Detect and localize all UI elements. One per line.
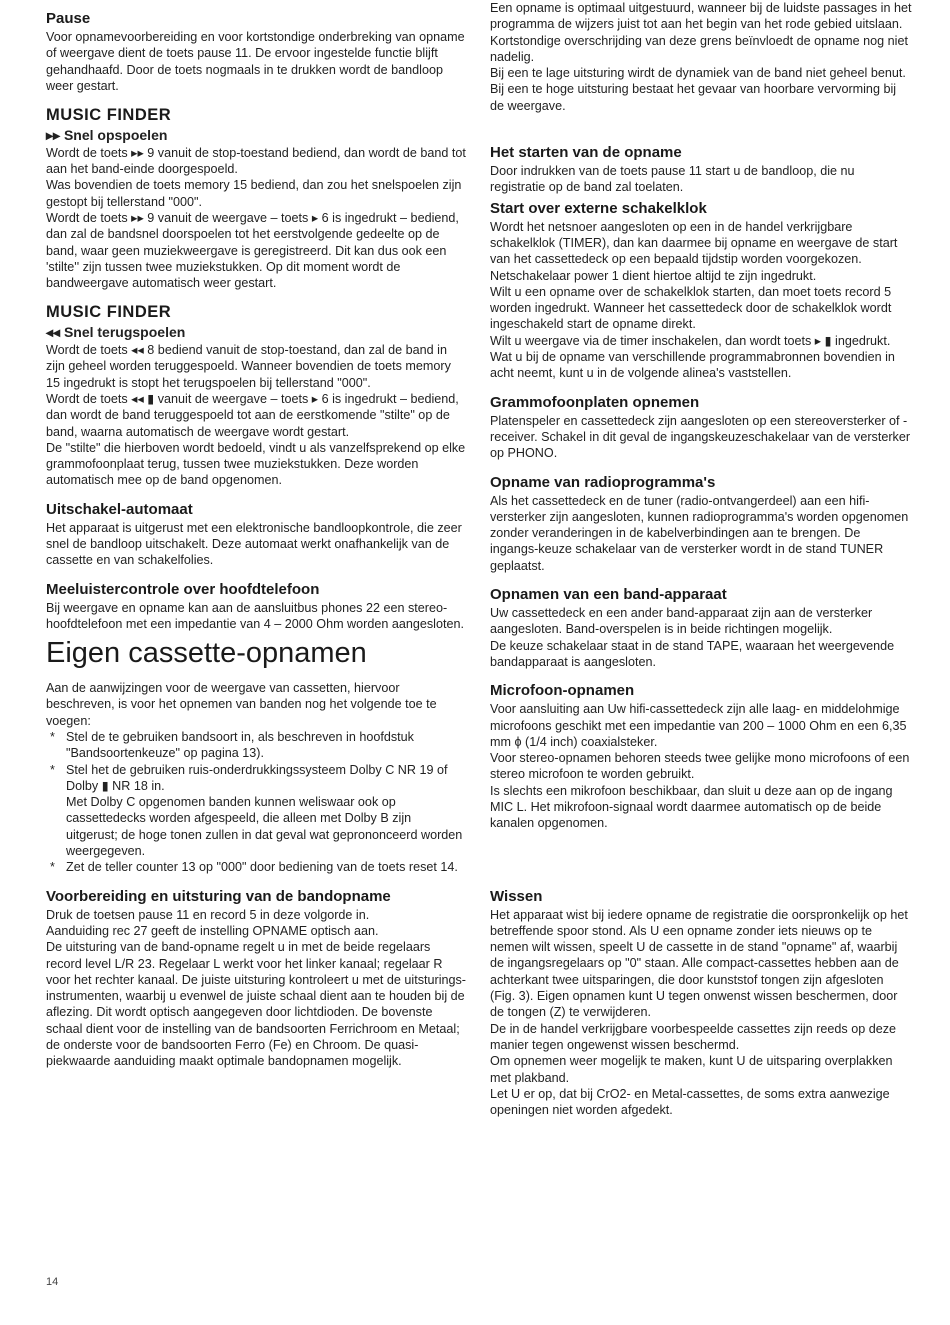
radio-heading: Opname van radioprogramma's (490, 473, 716, 491)
recording-intro: Aan de aanwijzingen voor de weergave van cassetten, hiervoor beschreven, is voor het opnemen van banden nog het volgende toe te voegen: (46, 681, 437, 728)
auto-stop-heading: Uitschakel-automaat (46, 500, 193, 518)
headphone-text: Bij weergave en opname kan aan de aansluitbus phones 22 een stereo-hoofdtelefoon met een impedantie van 4 – 2000 Ohm worden aangesloten. (46, 600, 464, 631)
preparation-heading: Voorbereiding en uitsturing van de bandopname (46, 887, 391, 905)
start-recording-text: Door indrukken van de toets pause 11 start u de bandloop, die nu registratie op de band zal toelaten. (490, 164, 855, 195)
pause-text: Voor opnamevoorbereiding en voor kortstondige onderbreking van opname of weergave dient de toets pause 11. De ervoor ingestelde functie blijft gehandhaafd. Door de toets nogmaals in te drukken wordt de bandloop weer gestart. (46, 30, 465, 93)
microphone-heading: Microfoon-opnamen (490, 682, 635, 700)
page-number: 14 (46, 1276, 59, 1288)
erase-heading: Wissen (490, 887, 543, 905)
timer-paragraph-4: Wat u bij de opname van verschillende programmabronnen bovendien in acht neemt, kunt u in de volgende alinea's vaststellen. (490, 350, 895, 381)
auto-stop-text: Het apparaat is uitgerust met een elektronische bandloopkontrole, die zeer snel de bandloop uitschakelt. Deze automaat werkt onafhankelijk van de cassette en van schakelfolies. (46, 520, 462, 568)
headphone-heading: Meeluistercontrole over hoofdtelefoon (46, 580, 320, 598)
mf1-paragraph-2: Was bovendien de toets memory 15 bediend, dan zou het snelspoelen zijn gestopt bij tellerstand "000". (46, 178, 462, 209)
rewind-subheading: ◂◂ Snel terugspoelen (46, 324, 186, 341)
level-paragraph-3: Bij een te lage uitsturing wirdt de dynamiek van de band niet geheel benut. Bij een te hoge uitsturing bestaat het gevaar van hoorbare vervorming bij de weergave. (490, 66, 906, 113)
pause-heading: Pause (46, 10, 91, 27)
tape-paragraph-1: Uw cassettedeck en een ander band-apparaat zijn aan de versterker aangesloten. Band-overspelen is in beide richtingen mogelijk. (490, 606, 873, 637)
list-item: * Stel de te gebruiken bandsoort in, als beschreven in hoofdstuk "Bandsoortenkeuze" op pagina 13). (46, 729, 466, 762)
list-item-continuation (46, 794, 466, 859)
radio-text: Als het cassettedeck en de tuner (radio-ontvangerdeel) aan een hifi-versterker zijn aangesloten, kunnen radioprogramma's worden opgenomen zonder veranderingen in de kabelverbindingen aan te brengen. De ingangs-keuze schakelaar van de versterker wordt in de stand TUNER geplaatst. (490, 493, 909, 573)
erase-paragraph-2: De in de handel verkrijgbare voorbespeelde cassettes zijn reeds op deze manier tegen ongewenst wissen beschermd. (490, 1021, 897, 1052)
level-paragraph-1: Een opname is optimaal uitgestuurd, wanneer bij de luidste passages in het programma de wijzers juist tot aan het begin van het rode gebied uitslaan. (490, 1, 912, 32)
mf1-paragraph-3: Wordt de toets ▸▸ 9 vanuit de weergave – toets ▸ 6 is ingedrukt – bediend, dan zal de bandsnel doorspoelen tot het eerstvolgende gedeelte op de band, waar geen muziekweergave is geregistreerd. Dit kan dus ook een 'stilte'' zijn tussen twee muziekstukken. Op dit moment wordt de bandweergave automatisch weer gestart. (46, 210, 459, 291)
level-paragraph-2: Kortstondige overschrijding van deze grens beïnvloedt de opname nog niet nadelig. (490, 33, 908, 64)
tape-paragraph-2: De keuze schakelaar staat in de stand TAPE, waaraan het weergevende bandapparaat is aangesloten. (490, 638, 895, 669)
records-heading: Grammofoonplaten opnemen (490, 393, 700, 411)
dolby-note: Met Dolby C opgenomen banden kunnen weliswaar ook op cassettedecks worden afgespeeld, die alleen met Dolby B zijn uitgerust; de hoge tonen zullen in dat geval wat geprononceerd worden weergegeven. (66, 795, 463, 859)
start-recording-heading: Het starten van de opname (490, 144, 682, 162)
recording-steps (46, 729, 466, 876)
mf2-paragraph-2: Wordt de toets ◂◂ ▮ vanuit de weergave – toets ▸ 6 is ingedrukt – bediend, dan wordt de band teruggespoeld tot aan de eerstkomende "stilte" op de band, waarna automatisch de weergave wordt gestart. (46, 391, 459, 439)
mf1-paragraph-1: Wordt de toets ▸▸ 9 vanuit de stop-toestand bediend, dan wordt de band tot aan het band-einde doorgespoeld. (46, 145, 466, 177)
mf2-paragraph-3: De "stilte" die hierboven wordt bedoeld, vindt u als vanzelfsprekend op elke grammofoonplaat terug, tussen twee muziekstukken. Deze worden automatisch mee op de band opgenomen. (46, 440, 466, 488)
preparation-paragraph-3: De uitsturing van de band-opname regelt u in met de beide regelaars record level L/R 23. Regelaar L werkt voor het linker kanaal; regelaar R voor het rechter kanaal. De juiste uitsturing kontroleert u met de uitsturings-instrumenten, waarbij u evenwel de juiste schaal dient aan te houden bij de aflezing. Dit wordt optisch aangegeven door lichtdioden. De bovenste schaal dient voor de instelling van de bandsoorten Ferrichroom en Metaal; de onderste voor de bandsoorten Ferro (Fe) en Chroom. De quasi-piekwaarde aanduiding maakt optimale bandopnamen mogelijk. (46, 940, 466, 1069)
erase-paragraph-1: Het apparaat wist bij iedere opname de registratie die oorspronkelijk op het betreffende spoor stond. Als U een opname zonder iets nieuws op te nemen wilt wissen, speelt U de cassette in de stand "opname" af, waarbij de ingangsregelaars op "0" staan. Alle compact-cassettes hebben aan de achterkant twee uitsparingen, die door kunststof tongen zijn afgesloten (Fig. 3). Eigen opnamen kunt U tegen onwenst wissen beschermen, door de tongen (Z) te verwijderen. (490, 907, 908, 1020)
tape-heading: Opnamen van een band-apparaat (490, 586, 727, 604)
music-finder-heading-2: MUSIC FINDER (46, 303, 172, 322)
microphone-paragraph-3: Is slechts een mikrofoon beschikbaar, dan sluit u deze aan op de ingang MIC L. Het mikrofoon-signaal wordt daarmee automatisch op de beide kanalen opgenomen. (490, 783, 893, 831)
microphone-paragraph-1: Voor aansluiting aan Uw hifi-cassettedeck zijn alle laag- en middelohmige microfoons geschikt met een impedantie van 200 – 1000 Ohm en een 6,35 mm ϕ (1/4 inch) coaxialsteker. (490, 702, 907, 749)
list-item: * Stel het de gebruiken ruis-onderdrukkingssysteem Dolby C NR 19 of Dolby ▮ NR 18 in. (46, 762, 466, 795)
timer-paragraph-3: Wilt u weergave via de timer inschakelen, dan wordt toets ▸ ▮ ingedrukt. (490, 333, 891, 348)
right-column (490, 0, 912, 1118)
fast-forward-subheading: ▸▸ Snel opspoelen (46, 126, 168, 143)
preparation-paragraph-1: Druk de toetsen pause 11 en record 5 in deze volgorde in. (46, 907, 370, 922)
left-column (46, 10, 466, 1070)
section-title: Eigen cassette-opnamen (46, 637, 367, 670)
timer-heading: Start over externe schakelklok (490, 199, 707, 217)
erase-paragraph-4: Let U er op, dat bij CrO2- en Metal-cassettes, de soms extra aanwezige openingen niet worden afgedekt. (490, 1086, 890, 1118)
microphone-paragraph-2: Voor stereo-opnamen behoren steeds twee gelijke mono microfoons of een stereo microfoon te worden gebruikt. (490, 751, 910, 782)
mf2-paragraph-1: Wordt de toets ◂◂ 8 bediend vanuit de stop-toestand, dan zal de band in zijn geheel worden teruggespoeld. Wanneer bovendien de toets memory 15 ingedrukt is stopt het terugspoelen bij tellerstand "000". (46, 343, 451, 390)
records-text: Platenspeler en cassettedeck zijn aangesloten op een stereoversterker of -receiver. Schakel in dit geval de ingangskeuzeschakelaar van de versterker op PHONO. (490, 413, 911, 461)
list-item: * Zet de teller counter 13 op "000" door bediening van de toets reset 14. (46, 859, 466, 875)
timer-paragraph-1: Wordt het netsnoer aangesloten op een in de handel verkrijgbare schakelklok (TIMER), dan kan daarmee bij opname en weergave de start van het cassettedeck op een bepaald tijdstip worden voorgekozen. Netschakelaar power 1 dient hiertoe altijd te zijn ingedrukt. (490, 219, 898, 283)
erase-paragraph-3: Om opnemen weer mogelijk te maken, kunt U de uitsparing overplakken met plakband. (490, 1054, 893, 1085)
music-finder-heading-1: MUSIC FINDER (46, 106, 172, 125)
preparation-paragraph-2: Aanduiding rec 27 geeft de instelling OPNAME optisch aan. (46, 923, 379, 938)
timer-paragraph-2: Wilt u een opname over de schakelklok starten, dan moet toets record 5 worden ingedrukt. Wanneer het cassettedeck door de schakelklok wordt ingeschakeld start de opname direkt. (490, 284, 892, 332)
